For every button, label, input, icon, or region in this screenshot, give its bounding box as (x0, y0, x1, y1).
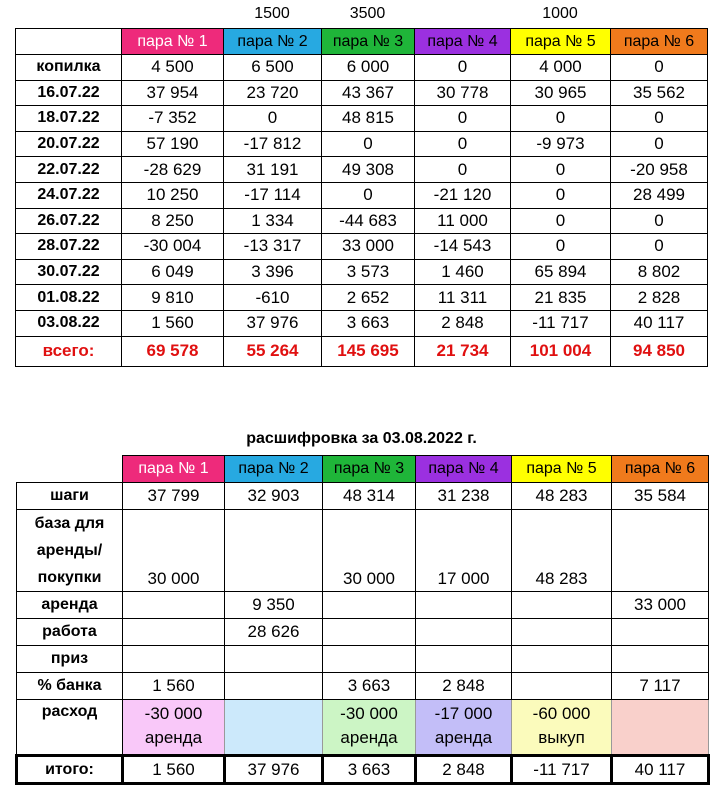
value-cell: 31 191 (224, 157, 322, 183)
value-cell: 0 (224, 106, 322, 132)
value-cell: 2 848 (415, 310, 511, 336)
top-value-pair-2: 1500 (254, 5, 290, 22)
expense-cell (225, 700, 323, 756)
column-header-pair-4: пара № 4 (416, 456, 512, 483)
value-cell (123, 646, 225, 673)
value-cell: 48 314 (323, 483, 416, 510)
value-cell: 21 835 (511, 285, 611, 311)
row-label: расход (17, 700, 123, 756)
value-cell: -17 114 (224, 182, 322, 208)
value-cell: 32 903 (225, 483, 323, 510)
table-row (16, 106, 708, 132)
column-header-pair-4: пара № 4 (415, 29, 511, 55)
value-cell: 7 117 (612, 673, 709, 700)
value-cell (612, 510, 709, 592)
value-cell (512, 673, 612, 700)
total-value: 2 848 (416, 756, 512, 784)
row-label: шаги (17, 483, 123, 510)
total-value: 1 560 (123, 756, 225, 784)
value-cell: 0 (415, 106, 511, 132)
value-cell: 28 626 (225, 619, 323, 646)
value-cell: 0 (611, 106, 708, 132)
row-label: копилка (16, 55, 122, 81)
value-cell: 10 250 (122, 182, 224, 208)
total-value: 21 734 (415, 336, 511, 366)
value-cell: -20 958 (611, 157, 708, 183)
column-header-pair-1: пара № 1 (122, 29, 224, 55)
row-label: приз (17, 646, 123, 673)
value-cell: 2 828 (611, 285, 708, 311)
value-cell: 3 573 (322, 259, 415, 285)
value-cell: 35 562 (611, 80, 708, 106)
header-row (16, 29, 708, 55)
value-cell: 11 000 (415, 208, 511, 234)
value-cell: 0 (611, 55, 708, 81)
total-value: 40 117 (612, 756, 709, 784)
value-cell: 0 (511, 106, 611, 132)
table-row (16, 131, 708, 157)
value-cell: 0 (415, 157, 511, 183)
top-values (0, 5, 723, 27)
value-cell: 28 499 (611, 182, 708, 208)
value-cell: 0 (511, 234, 611, 260)
expense-cell: -30 000 аренда (323, 700, 416, 756)
value-cell: 1 560 (123, 673, 225, 700)
value-cell: 31 238 (416, 483, 512, 510)
value-cell (512, 619, 612, 646)
value-cell: 9 810 (122, 285, 224, 311)
column-header-pair-3: пара № 3 (322, 29, 415, 55)
value-cell: -610 (224, 285, 322, 311)
row-label: работа (17, 619, 123, 646)
total-label: итого: (17, 756, 123, 784)
column-header-pair-1: пара № 1 (123, 456, 225, 483)
value-cell: 17 000 (416, 510, 512, 592)
table-row (16, 259, 708, 285)
expense-cell: -17 000 аренда (416, 700, 512, 756)
value-cell: 11 311 (415, 285, 511, 311)
row-label: 24.07.22 (16, 182, 122, 208)
value-cell: 48 283 (512, 483, 612, 510)
value-cell: 2 652 (322, 285, 415, 311)
value-cell (612, 619, 709, 646)
row-label: 01.08.22 (16, 285, 122, 311)
value-cell: 0 (611, 234, 708, 260)
column-header-pair-5: пара № 5 (511, 29, 611, 55)
total-value: 3 663 (323, 756, 416, 784)
value-cell: 0 (611, 131, 708, 157)
header-row (17, 456, 709, 483)
value-cell: 1 334 (224, 208, 322, 234)
table-row (17, 619, 709, 646)
value-cell: 0 (415, 131, 511, 157)
value-cell: 57 190 (122, 131, 224, 157)
value-cell: 35 584 (612, 483, 709, 510)
value-cell: 23 720 (224, 80, 322, 106)
total-row (17, 756, 709, 784)
value-cell: -9 973 (511, 131, 611, 157)
expense-row (17, 700, 709, 756)
table-row (17, 592, 709, 619)
value-cell: 37 976 (224, 310, 322, 336)
total-value: 37 976 (225, 756, 323, 784)
total-value: -11 717 (512, 756, 612, 784)
table-row (17, 673, 709, 700)
row-label: 03.08.22 (16, 310, 122, 336)
row-label: аренда (17, 592, 123, 619)
value-cell: -30 004 (122, 234, 224, 260)
value-cell (225, 510, 323, 592)
summary-table (15, 28, 708, 367)
value-cell: -44 683 (322, 208, 415, 234)
table-row (17, 483, 709, 510)
total-label: всего: (16, 336, 122, 366)
value-cell (323, 646, 416, 673)
row-label: 22.07.22 (16, 157, 122, 183)
value-cell: 33 000 (322, 234, 415, 260)
table-row (16, 157, 708, 183)
value-cell: -17 812 (224, 131, 322, 157)
value-cell (225, 673, 323, 700)
expense-cell (612, 700, 709, 756)
row-label: 30.07.22 (16, 259, 122, 285)
value-cell (512, 646, 612, 673)
value-cell: 49 308 (322, 157, 415, 183)
value-cell (123, 619, 225, 646)
column-header-pair-5: пара № 5 (512, 456, 612, 483)
value-cell (225, 646, 323, 673)
value-cell: 6 049 (122, 259, 224, 285)
top-value-pair-5: 1000 (542, 5, 578, 22)
value-cell: 3 396 (224, 259, 322, 285)
table-row (16, 55, 708, 81)
value-cell: 48 815 (322, 106, 415, 132)
column-header-pair-2: пара № 2 (224, 29, 322, 55)
expense-cell: -60 000 выкуп (512, 700, 612, 756)
value-cell (512, 592, 612, 619)
total-value: 145 695 (322, 336, 415, 366)
total-value: 94 850 (611, 336, 708, 366)
value-cell: -21 120 (415, 182, 511, 208)
value-cell: 1 560 (122, 310, 224, 336)
row-label: % банка (17, 673, 123, 700)
value-cell: 6 000 (322, 55, 415, 81)
row-label: база для аренды/покупки (17, 510, 123, 592)
value-cell: 2 848 (416, 673, 512, 700)
value-cell: 8 802 (611, 259, 708, 285)
value-cell: -13 317 (224, 234, 322, 260)
header-corner (17, 456, 123, 483)
table-row (16, 182, 708, 208)
value-cell: 0 (322, 182, 415, 208)
value-cell (612, 646, 709, 673)
value-cell: -14 543 (415, 234, 511, 260)
expense-cell: -30 000 аренда (123, 700, 225, 756)
value-cell: 3 663 (323, 673, 416, 700)
value-cell: -11 717 (511, 310, 611, 336)
breakdown-table (15, 455, 710, 785)
value-cell: 4 500 (122, 55, 224, 81)
value-cell: 6 500 (224, 55, 322, 81)
value-cell: -7 352 (122, 106, 224, 132)
value-cell: 30 965 (511, 80, 611, 106)
value-cell: 43 367 (322, 80, 415, 106)
column-header-pair-6: пара № 6 (611, 29, 708, 55)
value-cell: 37 799 (123, 483, 225, 510)
total-value: 101 004 (511, 336, 611, 366)
value-cell: 0 (322, 131, 415, 157)
value-cell (123, 592, 225, 619)
value-cell (416, 646, 512, 673)
breakdown-title: расшифровка за 03.08.2022 г. (246, 430, 477, 447)
value-cell: 8 250 (122, 208, 224, 234)
table-row (17, 510, 709, 592)
row-label: 20.07.22 (16, 131, 122, 157)
value-cell: 33 000 (612, 592, 709, 619)
value-cell: 1 460 (415, 259, 511, 285)
value-cell: 3 663 (322, 310, 415, 336)
column-header-pair-6: пара № 6 (612, 456, 709, 483)
header-corner (16, 29, 122, 55)
total-value: 55 264 (224, 336, 322, 366)
table-row (17, 646, 709, 673)
value-cell: 0 (511, 182, 611, 208)
table-row (16, 80, 708, 106)
value-cell (416, 619, 512, 646)
value-cell: 30 000 (323, 510, 416, 592)
value-cell: 48 283 (512, 510, 612, 592)
value-cell: 0 (415, 55, 511, 81)
value-cell: 65 894 (511, 259, 611, 285)
value-cell (323, 592, 416, 619)
value-cell: 30 000 (123, 510, 225, 592)
table-row (16, 234, 708, 260)
value-cell (323, 619, 416, 646)
total-row (16, 336, 708, 366)
value-cell: 0 (511, 157, 611, 183)
value-cell: 40 117 (611, 310, 708, 336)
row-label: 18.07.22 (16, 106, 122, 132)
value-cell: 0 (511, 208, 611, 234)
value-cell: 37 954 (122, 80, 224, 106)
value-cell: 4 000 (511, 55, 611, 81)
value-cell: 30 778 (415, 80, 511, 106)
column-header-pair-2: пара № 2 (225, 456, 323, 483)
table-row (16, 310, 708, 336)
value-cell (416, 592, 512, 619)
table-row (16, 208, 708, 234)
value-cell: -28 629 (122, 157, 224, 183)
value-cell: 0 (611, 208, 708, 234)
table-row (16, 285, 708, 311)
row-label: 16.07.22 (16, 80, 122, 106)
row-label: 26.07.22 (16, 208, 122, 234)
column-header-pair-3: пара № 3 (323, 456, 416, 483)
top-value-pair-3: 3500 (349, 5, 386, 22)
total-value: 69 578 (122, 336, 224, 366)
row-label: 28.07.22 (16, 234, 122, 260)
value-cell: 9 350 (225, 592, 323, 619)
